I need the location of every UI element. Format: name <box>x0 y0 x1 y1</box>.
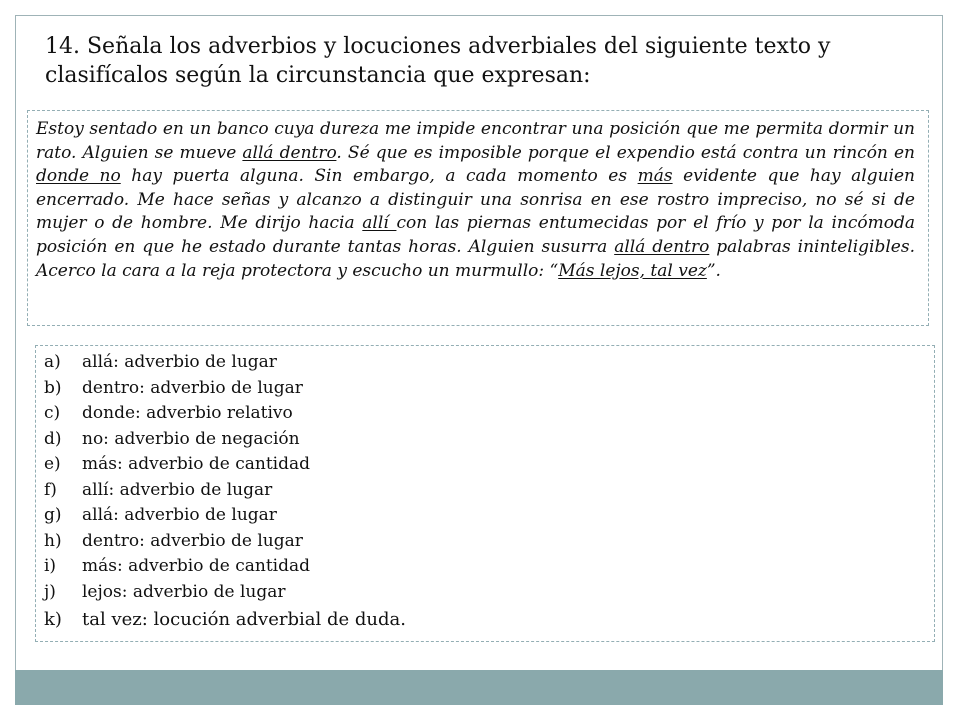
underlined-adverb: allá dentro <box>242 142 337 163</box>
answer-letter: e) <box>44 454 61 474</box>
answer-text: donde: adverbio relativo <box>82 403 293 423</box>
answer-letter: a) <box>44 352 61 372</box>
answer-letter: c) <box>44 403 61 423</box>
answers-box <box>35 345 935 642</box>
answer-text: no: adverbio de negación <box>82 428 300 449</box>
answer-letter: i) <box>44 556 57 576</box>
underlined-adverb: allí <box>362 213 397 234</box>
answer-letter: j) <box>44 581 56 602</box>
passage-segment: evidente que hay alguien encerrado. Me hace señas y alcanzo a distinguir una sonrisa en ese rostro impreciso, no sé si de mujer o de hombre. Me dirijo hacia <box>36 166 915 234</box>
passage-segment: Estoy sentado en un banco cuya dureza me impide encontrar una posición que me permita dormir un rato. Alguien se mueve <box>36 119 915 163</box>
answer-text: lejos: adverbio de lugar <box>82 581 286 602</box>
underlined-adverb: donde no <box>36 166 121 187</box>
answer-text: más: adverbio de cantidad <box>82 454 310 474</box>
exercise-title: 14. Señala los adverbios y locuciones adverbiales del siguiente texto y clasifícalos según la circunstancia que expresan: <box>45 34 831 88</box>
answer-item <box>44 452 934 478</box>
passage-segment: hay puerta alguna. Sin embargo, a cada momento es <box>120 166 638 187</box>
answer-text: tal vez: locución adverbial de duda. <box>82 609 406 630</box>
passage-box <box>27 110 929 326</box>
answer-letter: d) <box>44 428 62 449</box>
answer-item <box>44 554 934 580</box>
answer-text: allá: adverbio de lugar <box>82 352 277 372</box>
answer-text: allí: adverbio de lugar <box>82 479 273 500</box>
answer-letter: k) <box>44 609 62 630</box>
answer-item <box>44 580 934 606</box>
underlined-adverb: más <box>637 166 673 187</box>
answer-item <box>44 607 934 633</box>
answer-item <box>44 503 934 529</box>
answer-text: allá: adverbio de lugar <box>82 505 277 525</box>
underlined-adverb: Más lejos, tal vez <box>558 260 707 281</box>
answer-letter: h) <box>44 530 62 551</box>
answer-text: dentro: adverbio de lugar <box>82 377 303 398</box>
answer-item <box>44 401 934 427</box>
passage-segment: con las piernas entumecidas por el frío y por la incómoda posición en que he estado durante tantas horas. Alguien susurra <box>36 213 916 257</box>
answer-text: dentro: adverbio de lugar <box>82 530 303 551</box>
answer-item <box>44 350 934 376</box>
passage-segment: palabras ininteligibles. Acerco la cara a la reja protectora y escucho un murmullo: “ <box>36 236 915 281</box>
answer-item <box>44 478 934 504</box>
answer-item <box>44 376 934 402</box>
underlined-adverb: allá dentro <box>614 236 710 257</box>
passage-segment: ”. <box>706 260 721 281</box>
answer-item <box>44 427 934 453</box>
answer-letter: g) <box>44 505 62 525</box>
answer-letter: f) <box>44 479 57 500</box>
answer-letter: b) <box>44 377 62 398</box>
bottom-bar <box>15 670 943 705</box>
answer-text: más: adverbio de cantidad <box>82 556 310 576</box>
passage-text <box>36 118 915 283</box>
answer-item <box>44 529 934 555</box>
answer-list <box>44 350 934 633</box>
passage-segment: . Sé que es imposible porque el expendio está contra un rincón en <box>336 142 915 163</box>
